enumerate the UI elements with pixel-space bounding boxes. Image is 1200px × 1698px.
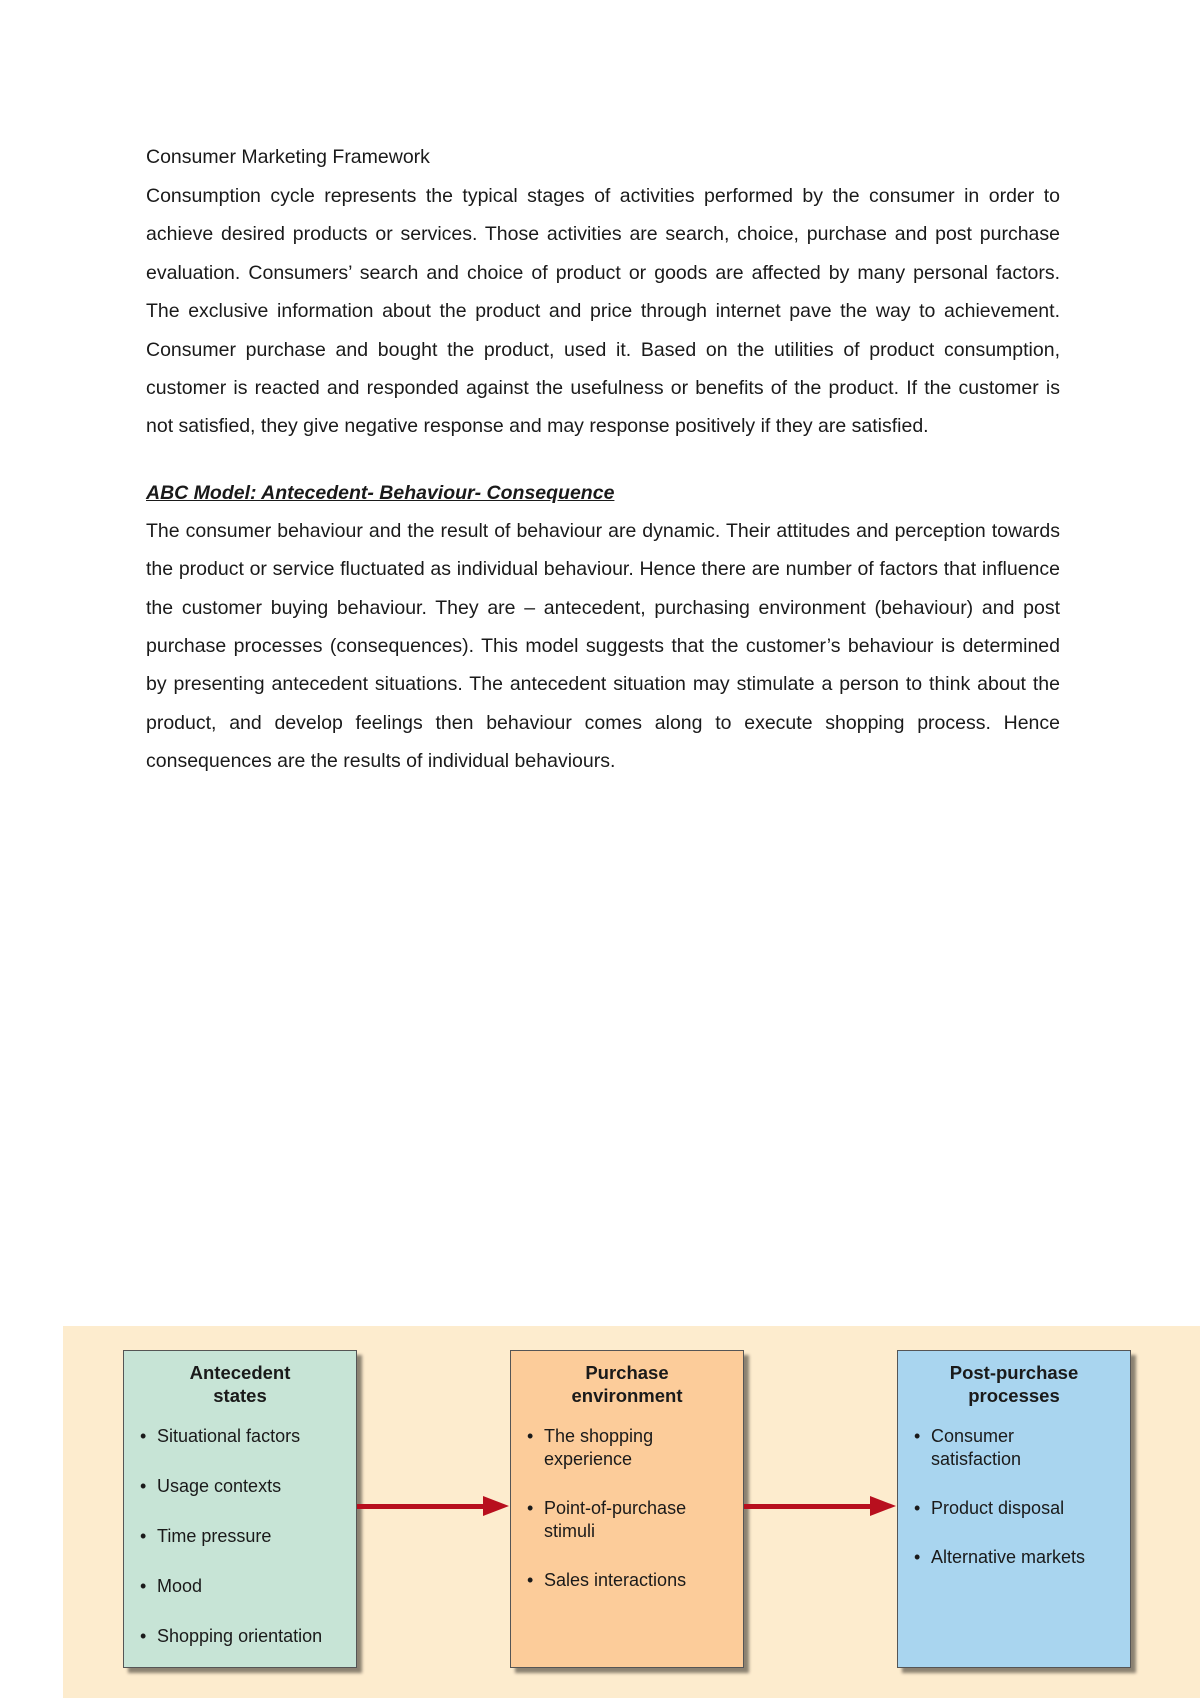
section-heading-abc-model: ABC Model: Antecedent- Behaviour- Consequence (146, 481, 615, 504)
arrow-shaft (744, 1504, 874, 1509)
antecedent-states-box (123, 1350, 357, 1668)
list-item: • Situational factors (124, 1425, 356, 1448)
paragraph-consumption-cycle: Consumption cycle represents the typical stages of activities performed by the consumer in order to achieve desired products or services. Those activities are search, choice, purchase and post purchase evaluation. Consumers’ search and choice of product or goods are affected by many personal factors. The exclusive information about the product and price through internet pave the way to achievement. Consumer purchase and bought the product, used it. Based on the utilities of product consumption, customer is reacted and responded against the usefulness or benefits of the product. If the customer is not satisfied, they give negative response and may response positively if they are satisfied. (146, 185, 1060, 438)
abc-model-diagram (63, 1326, 1200, 1698)
document-heading: Consumer Marketing Framework (146, 146, 430, 168)
list-item: • Alternative markets (898, 1546, 1130, 1569)
list-item: • Sales interactions (511, 1569, 743, 1592)
box-item-list (124, 1425, 356, 1648)
post-purchase-processes-box (897, 1350, 1131, 1668)
list-item: • The shopping experience (511, 1425, 743, 1471)
box-item-list (898, 1425, 1130, 1569)
list-item: • Mood (124, 1575, 356, 1598)
arrowhead-icon (483, 1496, 509, 1516)
box-title: Post-purchase processes (949, 1362, 1079, 1406)
box-title: Purchase environment (571, 1362, 683, 1406)
arrow-right-icon (357, 1504, 509, 1510)
paragraph-abc-model: The consumer behaviour and the result of behaviour are dynamic. Their attitudes and perception towards the product or service fluctuated as individual behaviour. Hence there are number of factors that influence the customer buying behaviour. They are – antecedent, purchasing environment (behaviour) and post purchase processes (consequences). This model suggests that the customer’s behaviour is determined by presenting antecedent situations. The antecedent situation may stimulate a person to think about the product, and develop feelings then behaviour comes along to execute shopping process. Hence consequences are the results of individual behaviours. (146, 519, 1060, 773)
document-body (146, 144, 1060, 781)
list-item: • Shopping orientation (124, 1625, 356, 1648)
list-item: • Product disposal (898, 1497, 1130, 1520)
arrowhead-icon (870, 1496, 896, 1516)
box-item-list (511, 1425, 743, 1592)
purchase-environment-box (510, 1350, 744, 1668)
list-item: • Point-of-purchase stimuli (511, 1497, 743, 1543)
list-item: • Time pressure (124, 1525, 356, 1548)
arrow-right-icon (744, 1504, 896, 1510)
arrow-shaft (357, 1504, 487, 1509)
list-item: • Consumer satisfaction (898, 1425, 1130, 1471)
list-item: • Usage contexts (124, 1475, 356, 1498)
box-title: Antecedent states (189, 1362, 291, 1406)
